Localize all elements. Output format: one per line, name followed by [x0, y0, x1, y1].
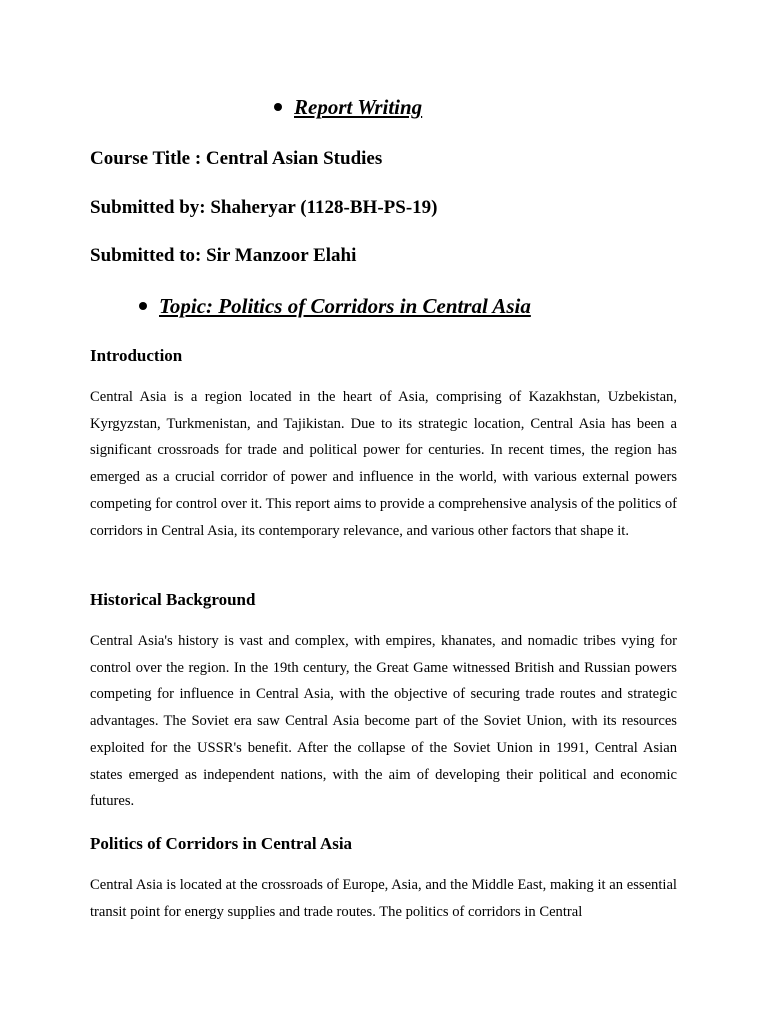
course-title: Course Title : Central Asian Studies	[90, 148, 383, 169]
section-heading-introduction: Introduction	[90, 346, 183, 365]
section-heading-historical-background: Historical Background	[90, 590, 256, 609]
section-heading-politics-of-corridors: Politics of Corridors in Central Asia	[90, 834, 353, 853]
submitted-to: Submitted to: Sir Manzoor Elahi	[90, 245, 357, 266]
paragraph-historical-background: Central Asia's history is vast and complex, with empires, khanates, and nomadic tribes vying for control over the region. In the 19th century, the Great Game witnessed British and Russian powers competing for influence in Central Asia, with the objective of securing trade routes and strategic advantages. The Soviet era saw Central Asia become part of the Soviet Union, with its resources exploited for the USSR's benefit. After the collapse of the Soviet Union in 1991, Central Asian states emerged as independent nations, with the aim of developing their political and economic futures.	[90, 633, 677, 810]
topic-heading: Topic: Politics of Corridors in Central Asia	[159, 294, 531, 318]
paragraph-politics-of-corridors: Central Asia is located at the crossroads of Europe, Asia, and the Middle East, making it an essential transit point for energy supplies and trade routes. The politics of corridors in Central	[90, 877, 677, 920]
paragraph-introduction: Central Asia is a region located in the heart of Asia, comprising of Kazakhstan, Uzbekistan, Kyrgyzstan, Turkmenistan, and Tajikistan. Due to its strategic location, Central Asia has been a significant crossroads for trade and political power for centuries. In recent times, the region has emerged as a crucial corridor of power and influence in the world, with various external powers competing for control over it. This report aims to provide a comprehensive analysis of the politics of corridors in Central Asia, its contemporary relevance, and various other factors that shape it.	[90, 389, 677, 539]
bullet-icon	[274, 103, 282, 111]
report-heading: Report Writing	[294, 95, 423, 119]
bullet-icon	[139, 302, 147, 310]
submitted-by: Submitted by: Shaheryar (1128-BH-PS-19)	[90, 197, 438, 218]
